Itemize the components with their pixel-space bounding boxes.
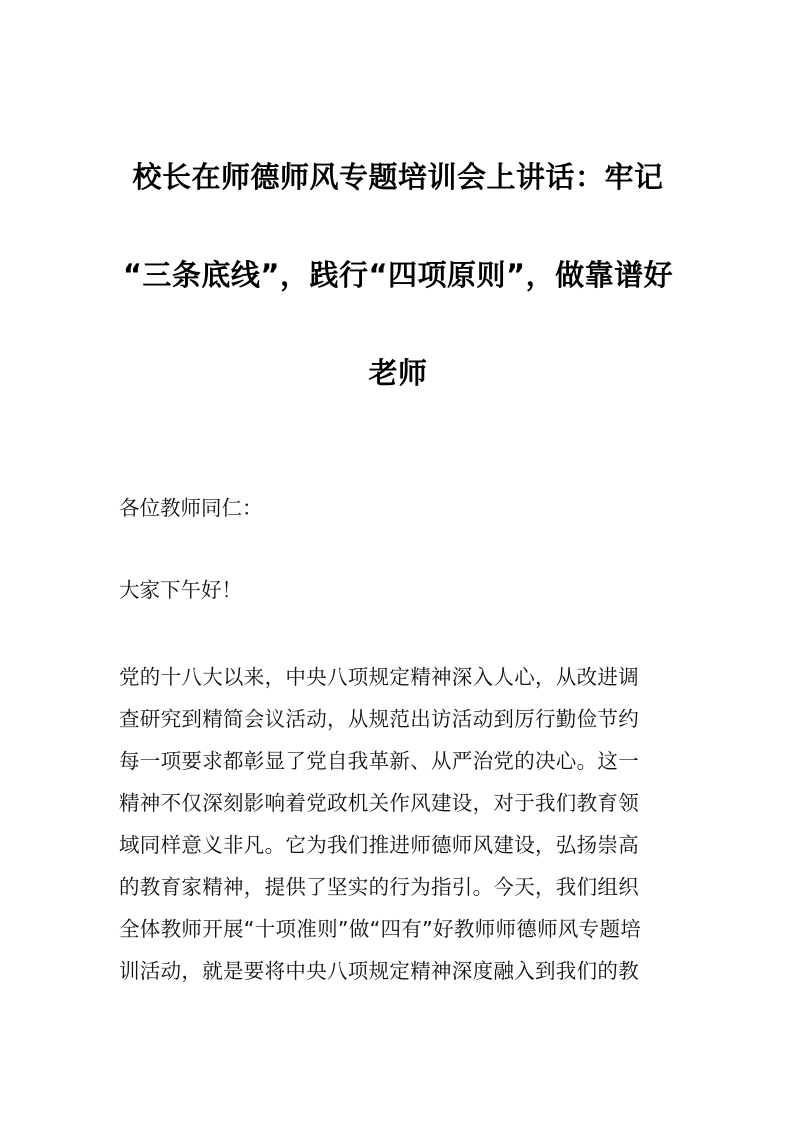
title-line: “三条底线”，践行“四项原则”，做靠谱好 bbox=[122, 258, 674, 292]
paragraph-line: 每一项要求都彰显了党自我革新、从严治党的决心。这一 bbox=[119, 749, 639, 773]
title-line: 老师 bbox=[368, 356, 428, 390]
paragraph-line: 的教育家精神，提供了坚实的行为指引。今天，我们组织 bbox=[119, 875, 639, 899]
paragraph-line: 党的十八大以来，中央八项规定精神深入人心，从改进调 bbox=[119, 665, 639, 689]
body-paragraph bbox=[119, 656, 679, 992]
title-line: 校长在师德师风专题培训会上讲话：牢记 bbox=[132, 160, 664, 194]
paragraph-line: 域同样意义非凡。它为我们推进师德师风建设，弘扬崇高 bbox=[119, 833, 639, 857]
salutation: 各位教师同仁： bbox=[119, 496, 263, 520]
paragraph-line: 训活动，就是要将中央八项规定精神深度融入到我们的教 bbox=[119, 959, 639, 983]
paragraph-line: 精神不仅深刻影响着党政机关作风建设，对于我们教育领 bbox=[119, 791, 639, 815]
paragraph-line: 全体教师开展“十项准则”做“四有”好教师师德师风专题培 bbox=[119, 917, 642, 941]
document-title bbox=[118, 128, 678, 422]
greeting: 大家下午好！ bbox=[119, 578, 242, 602]
paragraph-line: 查研究到精简会议活动，从规范出访活动到厉行勤俭节约 bbox=[119, 707, 639, 731]
